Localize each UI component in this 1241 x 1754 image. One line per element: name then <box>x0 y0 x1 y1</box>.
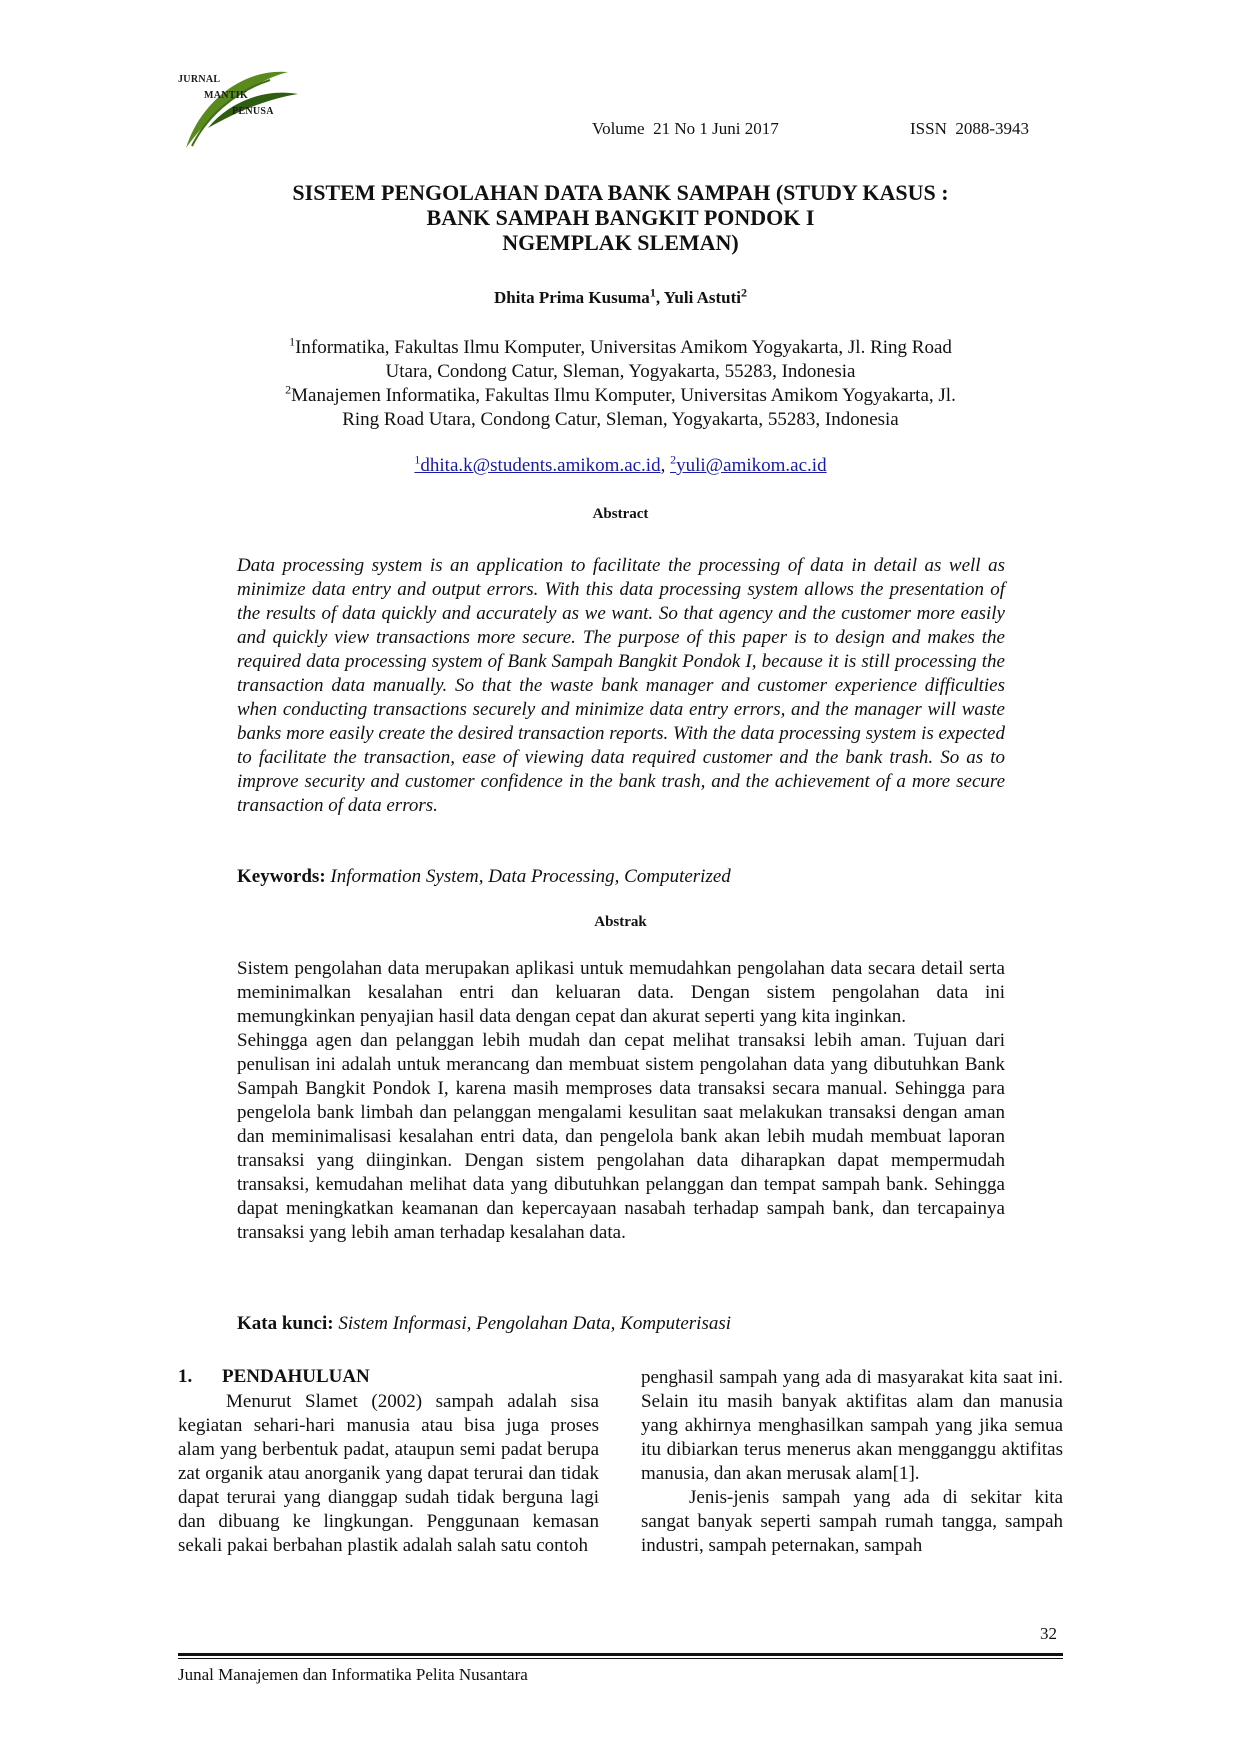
title-line-2: BANK SAMPAH BANGKIT PONDOK I <box>426 205 815 230</box>
affil-2-line-1: Manajemen Informatika, Fakultas Ilmu Komputer, Universitas Amikom Yogyakarta, Jl. <box>291 385 956 406</box>
abstrak-para-1: Sistem pengolahan data merupakan aplikasi untuk memudahkan pengolahan data secara detail serta meminimalkan kesalahan entri dan keluaran data. Dengan sistem pengolahan data ini memungkinkan penyajian hasil data dengan cepat dan akurat seperti yang kita inginkan. <box>237 958 1005 1027</box>
right-paragraph-2: Jenis-jenis sampah yang ada di sekitar kita sangat banyak seperti sampah rumah tangga, sampah industri, sampah peternakan, sampah <box>641 1487 1063 1556</box>
affil-1-line-1: Informatika, Fakultas Ilmu Komputer, Universitas Amikom Yogyakarta, Jl. Ring Road <box>295 337 952 358</box>
logo-line1: JURNAL <box>178 74 221 85</box>
email-separator: , <box>660 455 671 476</box>
author-1-sup: 1 <box>649 285 656 300</box>
keywords-label: Keywords: <box>237 866 326 887</box>
abstract-heading: Abstract <box>592 506 649 522</box>
keywords-value: Information System, Data Processing, Computerized <box>330 866 731 887</box>
author-separator: , <box>655 288 664 307</box>
abstract-text: Data processing system is an application to facilitate the processing of data in detail as well as minimize data entry and output errors. With this data processing system allows the presentation of the results of data quickly and accurately as we want. So that agency and the customer more easily and quickly view transactions more secure. The purpose of this paper is to design and makes the required data processing system of Bank Sampah Bangkit Pondok I, because it is still processing the transaction data manually. So that the waste bank manager and customer experience difficulties when conducting transactions securely and minimize data entry errors, and the manager will waste banks more easily create the desired transaction reports. With the data processing system is expected to facilitate the transaction, ease of viewing data required customer and the bank trash. So as to improve security and customer confidence in the bank trash, and the achievement of a more secure transaction of data errors. <box>237 555 1005 816</box>
kata-kunci <box>237 1313 731 1335</box>
email-2-text: yuli@amikom.ac.id <box>676 455 827 476</box>
email-2-sup: 2 <box>670 452 677 467</box>
page-number: 32 <box>1040 1624 1057 1643</box>
affil-1-line-2: Utara, Condong Catur, Sleman, Yogyakarta, 55283, Indonesia <box>385 361 856 382</box>
title-line-3: NGEMPLAK SLEMAN) <box>502 230 739 255</box>
author-1: Dhita Prima Kusuma <box>493 288 650 307</box>
author-2-sup: 2 <box>741 285 748 300</box>
leaf-logo-icon <box>178 58 308 150</box>
email-link-2[interactable] <box>670 452 827 476</box>
keywords <box>237 866 731 888</box>
kata-kunci-label: Kata kunci: <box>237 1313 334 1334</box>
kata-kunci-value: Sistem Informasi, Pengolahan Data, Komputerisasi <box>338 1313 732 1334</box>
abstrak-text <box>237 957 1005 1245</box>
footer-rule-thin <box>178 1658 1063 1659</box>
section-title: PENDAHULUAN <box>222 1366 370 1387</box>
header-volume: Volume 21 No 1 Juni 2017 <box>592 119 779 138</box>
author-2: Yuli Astuti <box>663 288 742 307</box>
left-column <box>178 1390 599 1558</box>
right-column <box>641 1366 1063 1558</box>
section-heading <box>178 1366 370 1388</box>
affil-1-sup: 1 <box>289 334 296 349</box>
authors <box>140 285 1101 308</box>
footer-rule-thick <box>178 1653 1063 1656</box>
logo-line3: PENUSA <box>232 106 274 117</box>
right-paragraph-1: penghasil sampah yang ada di masyarakat kita saat ini. Selain itu masih banyak aktifitas alam dan manusia yang akhirnya menghasilkan sampah yang jika semua itu dibiarkan terus menerus akan mengganggu aktifitas manusia, dan akan merusak alam[1]. <box>641 1367 1063 1484</box>
affil-2-sup: 2 <box>285 382 292 397</box>
title-line-1: SISTEM PENGOLAHAN DATA BANK SAMPAH (STUDY KASUS : <box>292 180 949 205</box>
email-1-sup: 1 <box>414 452 421 467</box>
section-number: 1. <box>178 1366 193 1387</box>
abstrak-para-2: Sehingga agen dan pelanggan lebih mudah dan cepat melihat transaksi lebih aman. Tujuan dari penulisan ini adalah untuk merancang dan membuat sistem pengolahan data yang dibutuhkan Bank Sampah Bangkit Pondok I, karena masih memproses data transaksi secara manual. Sehingga para pengelola bank limbah dan pelanggan mengalami kesulitan saat melakukan transaksi dengan aman dan meminimalisasi kesalahan entri data, dan pengelola bank akan lebih mudah membuat laporan transaksi yang diinginkan. Dengan sistem pengolahan data diharapkan dapat mempermudah transaksi, kemudahan melihat data yang dibutuhkan pelanggan dan tempat sampah bank. Sehingga dapat meningkatkan keamanan dan kepercayaan nasabah terhadap sampah bank, dan tercapainya transaksi yang lebih aman terhadap kesalahan data. <box>237 1030 1005 1243</box>
paper-title <box>140 180 1101 255</box>
left-paragraph: Menurut Slamet (2002) sampah adalah sisa kegiatan sehari-hari manusia atau bisa juga proses alam yang berbentuk padat, ataupun semi padat berupa zat organik atau anorganik yang dapat terurai dan tidak dapat terurai yang dianggap sudah tidak berguna lagi dan dibuang ke lingkungan. Penggunaan kemasan sekali pakai berbahan plastik adalah salah satu contoh <box>178 1391 599 1556</box>
affil-2-line-2: Ring Road Utara, Condong Catur, Sleman, Yogyakarta, 55283, Indonesia <box>342 409 899 430</box>
affiliations <box>140 336 1101 432</box>
abstrak-heading: Abstrak <box>594 914 647 930</box>
logo-line2: MANTIK <box>204 90 249 101</box>
email-link-1[interactable] <box>414 452 661 476</box>
footer-journal-name: Junal Manajemen dan Informatika Pelita Nusantara <box>178 1665 528 1684</box>
journal-logo <box>178 58 308 150</box>
header-issn: ISSN 2088-3943 <box>910 119 1030 138</box>
emails <box>140 452 1101 477</box>
email-1-text: dhita.k@students.amikom.ac.id <box>420 455 661 476</box>
